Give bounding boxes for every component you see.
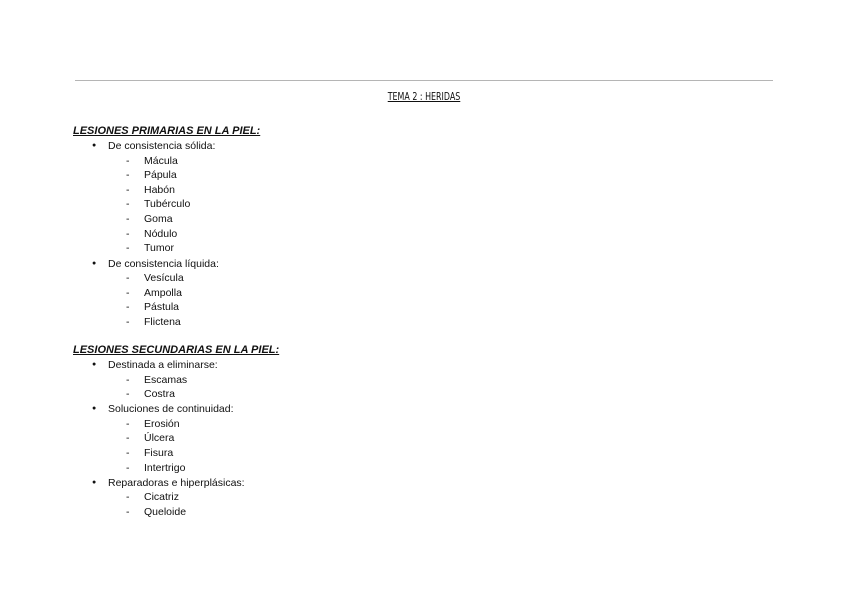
dash-icon: - bbox=[126, 374, 130, 386]
dash-icon: - bbox=[126, 198, 130, 210]
bullet-icon: ● bbox=[92, 260, 97, 267]
dash-icon: - bbox=[126, 447, 130, 459]
list-item: Tumor bbox=[144, 242, 174, 254]
list-item: Costra bbox=[144, 388, 175, 400]
dash-icon: - bbox=[126, 418, 130, 430]
bullet-icon: ● bbox=[92, 405, 97, 412]
dash-icon: - bbox=[126, 228, 130, 240]
list-item: Ampolla bbox=[144, 287, 182, 299]
list-item: Habón bbox=[144, 184, 175, 196]
list-item: Pápula bbox=[144, 169, 177, 181]
list-group-label: De consistencia sólida: bbox=[108, 140, 216, 152]
bullet-icon: ● bbox=[92, 479, 97, 486]
list-item: Pástula bbox=[144, 301, 180, 313]
dash-icon: - bbox=[126, 213, 130, 225]
dash-icon: - bbox=[126, 242, 130, 254]
dash-icon: - bbox=[126, 462, 130, 474]
list-group-label: Reparadoras e hiperplásicas: bbox=[108, 477, 245, 489]
list-item: Mácula bbox=[144, 155, 178, 167]
bullet-icon: ● bbox=[92, 142, 97, 149]
section-heading-secundarias: LESIONES SECUNDARIAS EN LA PIEL: bbox=[73, 344, 280, 356]
dash-icon: - bbox=[126, 155, 130, 167]
dash-icon: - bbox=[126, 316, 130, 328]
list-item: Tubérculo bbox=[144, 198, 191, 210]
dash-icon: - bbox=[126, 491, 130, 503]
list-item: Cicatriz bbox=[144, 491, 180, 503]
list-group-label: De consistencia líquida: bbox=[108, 258, 219, 270]
header-rule bbox=[75, 80, 773, 81]
list-item: Erosión bbox=[144, 418, 180, 430]
list-item: Escamas bbox=[144, 374, 188, 386]
list-item: Vesícula bbox=[144, 272, 184, 284]
dash-icon: - bbox=[126, 432, 130, 444]
list-item: Goma bbox=[144, 213, 173, 225]
dash-icon: - bbox=[126, 169, 130, 181]
list-item: Úlcera bbox=[144, 432, 175, 444]
dash-icon: - bbox=[126, 272, 130, 284]
dash-icon: - bbox=[126, 506, 130, 518]
list-item: Nódulo bbox=[144, 228, 178, 240]
dash-icon: - bbox=[126, 301, 130, 313]
dash-icon: - bbox=[126, 287, 130, 299]
dash-icon: - bbox=[126, 388, 130, 400]
list-item: Queloide bbox=[144, 506, 187, 518]
list-item: Fisura bbox=[144, 447, 174, 459]
document-title: TEMA 2 : HERIDAS bbox=[387, 90, 461, 103]
list-item: Flictena bbox=[144, 316, 181, 328]
bullet-icon: ● bbox=[92, 361, 97, 368]
list-group-label: Destinada a eliminarse: bbox=[108, 359, 218, 371]
list-item: Intertrigo bbox=[144, 462, 186, 474]
section-heading-primarias: LESIONES PRIMARIAS EN LA PIEL: bbox=[73, 125, 261, 137]
dash-icon: - bbox=[126, 184, 130, 196]
list-group-label: Soluciones de continuidad: bbox=[108, 403, 234, 415]
